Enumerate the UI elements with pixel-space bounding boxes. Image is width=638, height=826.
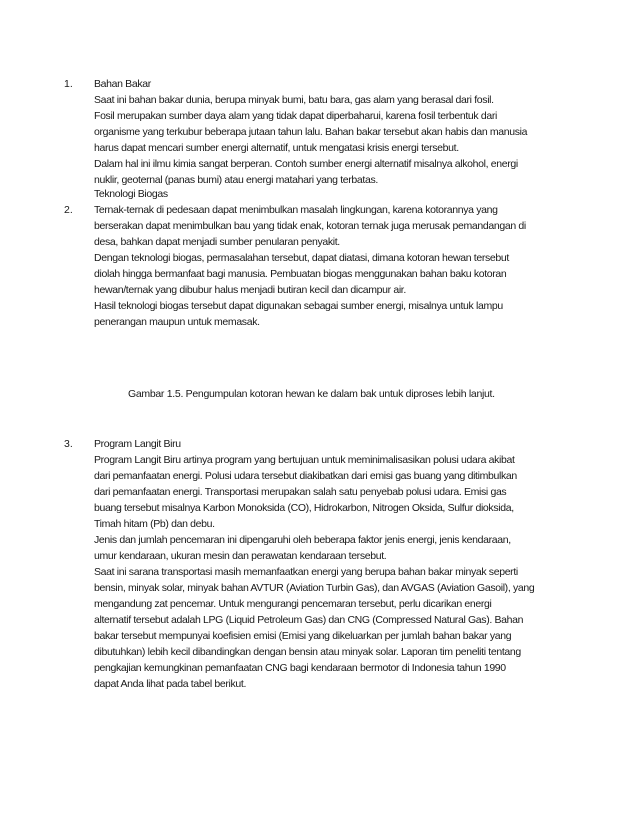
section-3-line: pengkajian kemungkinan pemanfaatan CNG bagi kendaraan bermotor di Indonesia tahun 1990: [94, 662, 506, 674]
section-1-line: Fosil merupakan sumber daya alam yang tidak dapat diperbaharui, karena fosil terbentuk dari: [94, 110, 497, 122]
figure-caption: Gambar 1.5. Pengumpulan kotoran hewan ke dalam bak untuk diproses lebih lanjut.: [128, 388, 495, 400]
section-2-line: penerangan maupun untuk memasak.: [94, 316, 260, 328]
section-3: [94, 436, 574, 692]
section-1-line: Dalam hal ini ilmu kimia sangat berperan. Contoh sumber energi alternatif misalnya alkohol, energi: [94, 158, 518, 170]
section-2-title-block: [94, 186, 574, 202]
section-3-line: bakar tersebut mempunyai koefisien emisi (Emisi yang dikeluarkan per jumlah bahan bakar yang: [94, 630, 512, 642]
section-3-line: Timah hitam (Pb) dan debu.: [94, 518, 215, 530]
section-2-line: hewan/ternak yang dibubur halus menjadi butiran kecil dan dicampur air.: [94, 284, 406, 296]
section-3-line: umur kendaraan, ukuran mesin dan perawatan kendaraan tersebut.: [94, 550, 387, 562]
section-1: [94, 76, 574, 188]
section-2-title: Teknologi Biogas: [94, 188, 168, 200]
section-1-title: Bahan Bakar: [94, 78, 151, 90]
section-2-line: Hasil teknologi biogas tersebut dapat digunakan sebagai sumber energi, misalnya untuk lampu: [94, 300, 503, 312]
section-2-line: desa, bahkan dapat menjadi sumber penularan penyakit.: [94, 236, 340, 248]
section-3-line: buang tersebut misalnya Karbon Monoksida (CO), Hidrokarbon, Nitrogen Oksida, Sulfur dioksida,: [94, 502, 514, 514]
section-3-line: Jenis dan jumlah pencemaran ini dipengaruhi oleh beberapa faktor jenis energi, jenis kendaraan,: [94, 534, 511, 546]
section-1-line: organisme yang terkubur beberapa jutaan tahun lalu. Bahan bakar tersebut akan habis dan manusia: [94, 126, 528, 138]
section-2-line: Ternak-ternak di pedesaan dapat menimbulkan masalah lingkungan, karena kotorannya yang: [94, 204, 498, 216]
section-3-line: alternatif tersebut adalah LPG (Liquid Petroleum Gas) dan CNG (Compressed Natural Gas). Bahan: [94, 614, 524, 626]
section-2-line: Dengan teknologi biogas, permasalahan tersebut, dapat diatasi, dimana kotoran hewan tersebut: [94, 252, 509, 264]
section-2-line: diolah hingga bermanfaat bagi manusia. Pembuatan biogas menggunakan bahan baku kotoran: [94, 268, 507, 280]
section-2-number: 2.: [64, 204, 73, 216]
section-3-number: 3.: [64, 438, 73, 450]
section-3-title: Program Langit Biru: [94, 438, 181, 450]
section-1-line: harus dapat mencari sumber energi alternatif, untuk mengatasi krisis energi tersebut.: [94, 142, 459, 154]
section-3-line: Saat ini sarana transportasi masih memanfaatkan energi yang berupa bahan bakar minyak seperti: [94, 566, 518, 578]
section-3-line: Program Langit Biru artinya program yang bertujuan untuk meminimalisasikan polusi udara akibat: [94, 454, 515, 466]
section-3-line: mengandung zat pencemar. Untuk mengurangi pencemaran tersebut, perlu dicarikan energi: [94, 598, 492, 610]
section-2: [94, 202, 574, 330]
section-3-line: dari pemanfaatan energi. Transportasi merupakan salah satu penyebab polusi udara. Emisi gas: [94, 486, 507, 498]
section-2-line: berserakan dapat menimbulkan bau yang tidak enak, kotoran ternak juga merusak pemandangan di: [94, 220, 526, 232]
section-1-number: 1.: [64, 78, 73, 90]
section-1-line: nuklir, geoternal (panas bumi) atau energi matahari yang terbatas.: [94, 174, 378, 186]
section-1-line: Saat ini bahan bakar dunia, berupa minyak bumi, batu bara, gas alam yang berasal dari fosil.: [94, 94, 494, 106]
section-3-line: dibutuhkan) lebih kecil dibandingkan dengan bensin atau minyak solar. Laporan tim peneliti tentang: [94, 646, 521, 658]
section-3-line: bensin, minyak solar, minyak bahan AVTUR (Aviation Turbin Gas), dan AVGAS (Aviation Gasoil), yang: [94, 582, 535, 594]
section-3-line: dari pemanfaatan energi. Polusi udara tersebut diakibatkan dari emisi gas buang yang ditimbulkan: [94, 470, 517, 482]
section-3-line: dapat Anda lihat pada tabel berikut.: [94, 678, 247, 690]
